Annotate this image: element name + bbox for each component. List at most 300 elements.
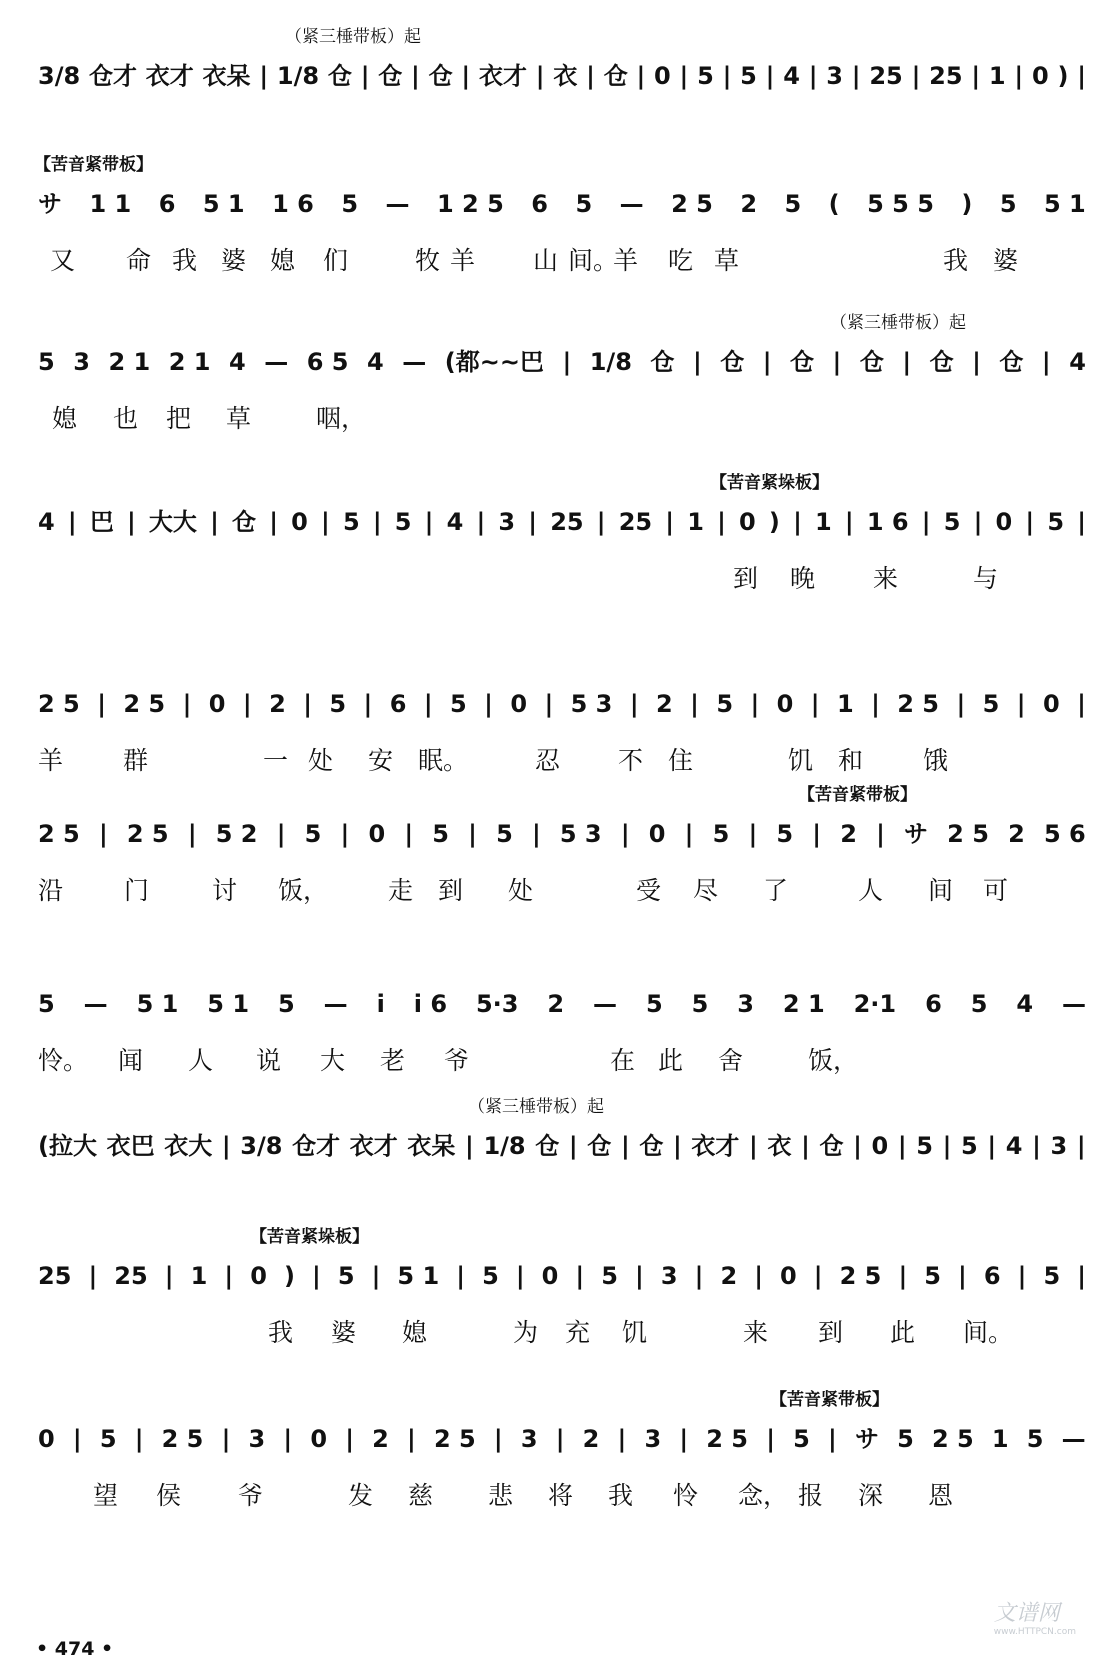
notation-token: 5: [337, 1262, 355, 1290]
notation-token: i: [376, 990, 385, 1018]
notation-token: 0: [368, 820, 386, 848]
notation-token: 1: [815, 508, 832, 536]
notation-token: 6: [983, 1262, 1001, 1290]
notation-token: 1: [687, 508, 704, 536]
notation-token: —: [402, 348, 427, 376]
notation-row: [38, 1126, 1086, 1160]
lyric-syllable: 尽: [693, 876, 719, 905]
notation-token: 3/8: [240, 1132, 283, 1160]
lyric-syllable: 说: [256, 1046, 282, 1075]
lyric-syllable: 草: [226, 404, 252, 433]
lyric-syllable: 到: [818, 1318, 844, 1347]
barline: |: [515, 1262, 525, 1290]
notation-token: 5: [776, 820, 794, 848]
notation-token: 2: [840, 820, 857, 848]
barline: |: [672, 1132, 682, 1160]
notation-token: 1 6: [866, 508, 909, 536]
barline: |: [832, 348, 842, 376]
notation-token: 5: [691, 990, 709, 1018]
barline: |: [972, 348, 981, 376]
barline: |: [679, 62, 689, 90]
notation-token: ): [961, 190, 973, 218]
notation-token: 5: [740, 62, 757, 90]
barline: |: [404, 820, 414, 848]
section-heading: 【苦音紧带板】: [798, 785, 917, 805]
barline: |: [562, 348, 572, 376]
notation-token: 4: [1016, 990, 1034, 1018]
notation-token: 3/8: [38, 62, 81, 90]
notation-token: 5 2: [215, 820, 258, 848]
lyric-syllable: 饭，: [808, 1046, 859, 1075]
notation-token: 0: [291, 508, 308, 536]
notation-token: 5: [432, 820, 449, 848]
notation-token: 仓: [327, 62, 352, 90]
notation-token: 2 5: [126, 820, 169, 848]
barline: |: [1032, 1132, 1041, 1160]
lyric-syllable: 晚: [790, 564, 816, 593]
barline: |: [987, 1132, 997, 1160]
barline: |: [1017, 1262, 1027, 1290]
barline: |: [748, 820, 758, 848]
lyric-syllable: 吃: [668, 246, 694, 275]
notation-token: 衣大: [164, 1132, 213, 1160]
lyric-syllable: 草: [714, 246, 740, 275]
notation-token: 5: [793, 1425, 810, 1453]
lyric-syllable: 受: [636, 876, 662, 905]
notation-token: 2 1: [782, 990, 825, 1018]
notation-token: 2: [720, 1262, 738, 1290]
notation-token: 仓: [603, 62, 628, 90]
notation-token: 大大: [148, 508, 197, 536]
notation-token: 6: [531, 190, 548, 218]
notation-token: 仓才: [88, 62, 137, 90]
notation-token: 0: [780, 1262, 797, 1290]
lyric-syllable: 到: [733, 564, 759, 593]
lyric-syllable: 爷: [444, 1046, 470, 1075]
barline: |: [617, 1425, 627, 1453]
barline: |: [694, 1262, 704, 1290]
lyric-syllable: 山: [533, 246, 559, 275]
lyric-syllable: 和: [838, 746, 864, 775]
barline: |: [210, 508, 219, 536]
notation-token: 巴: [89, 508, 114, 536]
notation-token: 5 3: [570, 690, 613, 718]
barline: |: [98, 820, 108, 848]
notation-token: 3: [520, 1425, 538, 1453]
notation-token: —: [619, 190, 644, 218]
notation-row: [38, 184, 1086, 218]
lyric-syllable: 间: [928, 876, 954, 905]
lyric-syllable: 侯: [156, 1481, 182, 1510]
notation-token: 仓: [859, 348, 884, 376]
lyric-syllable: 咽，: [316, 404, 367, 433]
barline: |: [221, 1425, 231, 1453]
barline: |: [690, 690, 699, 718]
notation-token: 1 6: [272, 190, 314, 218]
notation-token: 1/8: [276, 62, 320, 90]
notation-token: ): [768, 508, 780, 536]
barline: |: [942, 1132, 952, 1160]
notation-token: 5: [601, 1262, 618, 1290]
lyric-syllable: 在: [610, 1046, 636, 1075]
lyric-syllable: 老: [380, 1046, 406, 1075]
notation-token: 6 5: [306, 348, 349, 376]
notation-token: 2 5: [897, 690, 940, 718]
barline: |: [629, 690, 639, 718]
notation-token: 0: [739, 508, 756, 536]
lyric-syllable: 将: [548, 1481, 574, 1510]
barline: |: [898, 1262, 908, 1290]
barline: |: [187, 820, 197, 848]
barline: |: [801, 1132, 810, 1160]
barline: |: [363, 690, 373, 718]
notation-token: 5·3: [475, 990, 519, 1018]
notation-row: [38, 984, 1086, 1018]
barline: |: [493, 1425, 503, 1453]
notation-token: 5: [999, 190, 1017, 218]
notation-token: 5: [697, 62, 714, 90]
notation-token: —: [1061, 1425, 1086, 1453]
barline: |: [717, 508, 726, 536]
barline: |: [1041, 348, 1051, 376]
barline: |: [1016, 690, 1026, 718]
lyric-syllable: 人: [858, 876, 884, 905]
barline: |: [531, 820, 541, 848]
lyric-syllable: 来: [873, 564, 899, 593]
notation-token: 25: [38, 1262, 72, 1290]
barline: |: [679, 1425, 689, 1453]
notation-token: 2 5: [947, 820, 989, 848]
notation-token: 2 5: [123, 690, 166, 718]
notation-token: 2 5: [38, 690, 80, 718]
lyric-syllable: 怜。: [38, 1046, 89, 1075]
notation-token: 2: [740, 190, 758, 218]
barline: |: [762, 348, 772, 376]
notation-token: 1 2 5: [436, 190, 504, 218]
watermark-logo: [994, 1596, 1076, 1637]
barline: |: [853, 1132, 862, 1160]
notation-token: 2 5: [161, 1425, 204, 1453]
notation-token: 4: [367, 348, 384, 376]
lyrics-row: [38, 1046, 1086, 1078]
lyric-syllable: 舍: [718, 1046, 744, 1075]
notation-token: —: [83, 990, 108, 1018]
barline: |: [372, 508, 382, 536]
lyric-syllable: 也: [113, 404, 139, 433]
barline: |: [749, 1132, 758, 1160]
notation-token: 3: [73, 348, 90, 376]
lyric-syllable: 媳: [270, 246, 296, 275]
barline: |: [911, 62, 921, 90]
notation-token: 0: [1042, 690, 1060, 718]
notation-token: 仓: [999, 348, 1024, 376]
lyric-syllable: 走: [388, 876, 414, 905]
notation-token: サ: [854, 1425, 879, 1453]
lyric-syllable: 闻: [118, 1046, 144, 1075]
notation-token: 0: [871, 1132, 889, 1160]
lyric-syllable: 人: [188, 1046, 214, 1075]
barline: |: [750, 690, 760, 718]
notation-token: 3: [737, 990, 754, 1018]
barline: |: [766, 1425, 775, 1453]
barline: |: [722, 62, 732, 90]
barline: |: [221, 1132, 231, 1160]
barline: |: [126, 508, 136, 536]
notation-token: 4: [38, 508, 55, 536]
barline: |: [484, 690, 493, 718]
notation-token: 5: [99, 1425, 117, 1453]
notation-token: 25: [550, 508, 584, 536]
barline: |: [321, 508, 330, 536]
barline: |: [876, 820, 885, 848]
notation-token: 5 6: [1043, 820, 1086, 848]
notation-token: —: [323, 990, 348, 1018]
notation-token: 5 1: [202, 190, 245, 218]
notation-token: 仓: [232, 508, 257, 536]
lyrics-row: [38, 1318, 1086, 1350]
notation-token: 5: [329, 690, 347, 718]
barline: |: [586, 62, 595, 90]
barline: |: [269, 508, 278, 536]
notation-token: 1: [190, 1262, 208, 1290]
notation-token: 衣: [767, 1132, 792, 1160]
barline: |: [1077, 1262, 1086, 1290]
lyric-syllable: 我: [608, 1481, 634, 1510]
watermark-url: www.HTTPCN.com: [993, 1627, 1076, 1637]
notation-token: ): [283, 1262, 295, 1290]
lyric-syllable: 处: [508, 876, 534, 905]
barline: |: [620, 1132, 630, 1160]
barline: |: [636, 62, 646, 90]
notation-token: 4: [1069, 348, 1086, 376]
barline: |: [182, 690, 192, 718]
lyric-syllable: 此: [658, 1046, 684, 1075]
percussion-cue: （紧三棰带板）起: [468, 1097, 604, 1117]
notation-token: 5: [482, 1262, 499, 1290]
notation-token: 5: [575, 190, 593, 218]
barline: |: [242, 690, 252, 718]
barline: |: [575, 1262, 585, 1290]
notation-token: 1/8: [589, 348, 632, 376]
notation-token: サ: [38, 190, 62, 218]
notation-row: [38, 1256, 1086, 1290]
page-number: • 474 •: [36, 1638, 114, 1660]
notation-token: 衣才: [145, 62, 194, 90]
notation-token: サ: [904, 820, 928, 848]
notation-token: (都~~巴: [444, 348, 544, 376]
notation-token: 0: [1031, 62, 1049, 90]
barline: |: [1076, 1132, 1086, 1160]
lyric-syllable: 悲: [488, 1481, 514, 1510]
lyric-syllable: 门: [124, 876, 150, 905]
notation-token: 仓: [929, 348, 954, 376]
notation-token: 0: [510, 690, 528, 718]
notation-token: 1: [836, 690, 854, 718]
barline: |: [134, 1425, 144, 1453]
notation-token: 5: [38, 990, 55, 1018]
barline: |: [971, 62, 981, 90]
barline: |: [283, 1425, 293, 1453]
notation-token: 5: [1047, 508, 1065, 536]
notation-token: (: [828, 190, 840, 218]
barline: |: [423, 690, 433, 718]
notation-token: 0: [250, 1262, 267, 1290]
notation-token: 6: [158, 190, 176, 218]
notation-token: 3: [826, 62, 843, 90]
notation-row: [38, 502, 1086, 536]
section-heading: 【苦音紧带板】: [34, 155, 153, 175]
barline: |: [828, 1425, 837, 1453]
lyric-syllable: 饥: [788, 746, 814, 775]
barline: |: [596, 508, 606, 536]
lyric-syllable: 此: [890, 1318, 916, 1347]
notation-token: 2·1: [853, 990, 897, 1018]
barline: |: [164, 1262, 174, 1290]
lyric-syllable: 到: [438, 876, 464, 905]
lyric-syllable: 间。: [568, 246, 619, 275]
notation-token: —: [385, 190, 410, 218]
lyric-syllable: 讨: [212, 876, 238, 905]
lyric-syllable: 羊: [450, 246, 476, 275]
lyric-syllable: 群: [123, 746, 149, 775]
notation-token: 0: [995, 508, 1013, 536]
lyric-syllable: 媳: [402, 1318, 428, 1347]
lyric-syllable: 不: [618, 746, 644, 775]
section-heading: 【苦音紧带板】: [770, 1390, 889, 1410]
barline: |: [371, 1262, 381, 1290]
watermark-name: 文谱网: [993, 1601, 1060, 1626]
barline: |: [456, 1262, 465, 1290]
lyric-syllable: 们: [323, 246, 349, 275]
lyric-syllable: 发: [348, 1481, 374, 1510]
barline: |: [921, 508, 931, 536]
lyric-syllable: 羊: [613, 246, 639, 275]
notation-token: 2: [656, 690, 673, 718]
lyric-syllable: 安: [368, 746, 394, 775]
barline: |: [620, 820, 630, 848]
lyric-syllable: 又: [50, 246, 76, 275]
percussion-cue: （紧三棰带板）起: [830, 313, 966, 333]
notation-row: [38, 1419, 1086, 1453]
barline: |: [1025, 508, 1035, 536]
notation-token: 5: [784, 190, 802, 218]
notation-token: 5: [1043, 1262, 1061, 1290]
notation-token: 仓: [587, 1132, 612, 1160]
notation-token: 5 5 5: [867, 190, 934, 218]
lyric-syllable: 怜: [673, 1481, 699, 1510]
notation-token: 衣呆: [202, 62, 251, 90]
notation-token: 5: [496, 820, 513, 848]
notation-token: —: [593, 990, 618, 1018]
barline: |: [684, 820, 694, 848]
lyric-syllable: 羊: [38, 746, 64, 775]
notation-token: 5: [712, 820, 730, 848]
barline: |: [528, 508, 538, 536]
notation-token: 仓: [819, 1132, 844, 1160]
notation-token: 仓: [378, 62, 403, 90]
notation-token: 仓才: [292, 1132, 341, 1160]
notation-token: 5: [970, 990, 988, 1018]
barline: |: [468, 820, 477, 848]
notation-token: 2 1: [168, 348, 211, 376]
percussion-cue: （紧三棰带板）起: [285, 27, 421, 47]
notation-row: [38, 56, 1086, 90]
lyric-syllable: 我: [268, 1318, 294, 1347]
lyric-syllable: 报: [798, 1481, 824, 1510]
barline: |: [544, 690, 554, 718]
notation-token: 0: [310, 1425, 328, 1453]
notation-row: [38, 342, 1086, 376]
notation-token: 仓: [428, 62, 453, 90]
barline: |: [665, 508, 675, 536]
notation-token: 衣才: [691, 1132, 740, 1160]
notation-token: 25: [618, 508, 653, 536]
barline: |: [303, 690, 312, 718]
notation-token: 2: [582, 1425, 600, 1453]
notation-token: 5: [38, 348, 55, 376]
notation-token: —: [1061, 990, 1086, 1018]
notation-token: 5: [716, 690, 734, 718]
notation-token: 2 5: [706, 1425, 749, 1453]
notation-row: [38, 684, 1086, 718]
notation-token: 5: [916, 1132, 933, 1160]
lyric-syllable: 饿: [923, 746, 949, 775]
notation-token: 衣: [553, 62, 578, 90]
lyric-syllable: 念，: [738, 1481, 789, 1510]
lyric-syllable: 与: [973, 564, 999, 593]
notation-token: 4: [229, 348, 246, 376]
notation-token: 衣才: [349, 1132, 398, 1160]
barline: |: [424, 508, 434, 536]
notation-token: 2: [269, 690, 286, 718]
lyric-syllable: 间。: [963, 1318, 1014, 1347]
lyrics-row: [38, 746, 1086, 778]
lyric-syllable: 恩: [928, 1481, 954, 1510]
notation-token: 5 1: [136, 990, 179, 1018]
lyric-syllable: 忍: [535, 746, 561, 775]
notation-token: 2 5: [433, 1425, 476, 1453]
notation-token: 衣才: [478, 62, 527, 90]
lyric-syllable: 我: [943, 246, 969, 275]
barline: |: [535, 62, 545, 90]
notation-token: 5: [394, 508, 412, 536]
lyrics-row: [38, 1481, 1086, 1513]
barline: |: [97, 690, 106, 718]
notation-token: 仓: [720, 348, 745, 376]
notation-token: 2 5: [839, 1262, 882, 1290]
notation-token: 5: [897, 1425, 914, 1453]
lyric-syllable: 充: [565, 1318, 591, 1347]
notation-token: 3: [248, 1425, 266, 1453]
barline: |: [871, 690, 880, 718]
notation-token: 仓: [650, 348, 675, 376]
lyric-syllable: 婆: [993, 246, 1019, 275]
lyric-syllable: 大: [320, 1046, 346, 1075]
lyric-syllable: 望: [93, 1481, 119, 1510]
notation-token: 0: [541, 1262, 559, 1290]
barline: |: [1077, 62, 1086, 90]
lyric-syllable: 住: [668, 746, 694, 775]
barline: |: [345, 1425, 354, 1453]
barline: |: [465, 1132, 474, 1160]
lyric-syllable: 婆: [331, 1318, 357, 1347]
barline: |: [958, 1262, 967, 1290]
notation-token: 5: [277, 990, 295, 1018]
barline: |: [844, 508, 854, 536]
lyric-syllable: 一: [263, 746, 289, 775]
notation-token: 4: [446, 508, 464, 536]
notation-token: 仓: [535, 1132, 560, 1160]
